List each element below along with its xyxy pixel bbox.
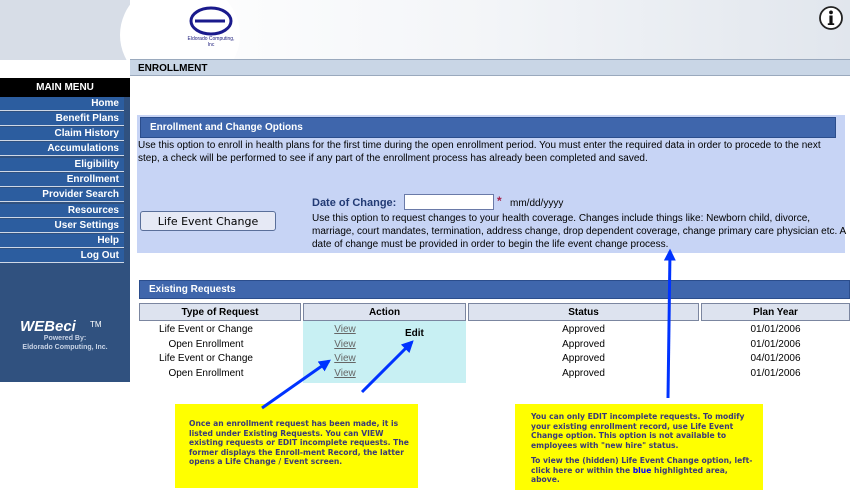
view-link[interactable]: View xyxy=(334,353,356,364)
request-status: Approved xyxy=(562,353,605,364)
logo-text: Eldorado Computing, Inc xyxy=(187,36,235,48)
request-status: Approved xyxy=(562,324,605,335)
date-of-change-label: Date of Change: xyxy=(312,197,397,209)
sidebar-item-benefit-plans[interactable]: Benefit Plans xyxy=(0,112,124,126)
request-type: Open Enrollment xyxy=(168,339,244,350)
edit-link[interactable]: Edit xyxy=(405,328,424,339)
column-header-action: Action xyxy=(303,303,466,321)
page-title: ENROLLMENT xyxy=(130,59,850,76)
sidebar-item-resources[interactable]: Resources xyxy=(0,204,124,218)
callout-life-event-p1: You can only EDIT incomplete requests. To modify your existing enrollment record, use Life Event Change option. This option is not available to employees with "new hire" status. xyxy=(531,412,745,450)
request-plan-year: 01/01/2006 xyxy=(750,339,801,350)
sidebar-item-user-settings[interactable]: User Settings xyxy=(0,219,124,233)
sidebar-item-log-out[interactable]: Log Out xyxy=(0,249,124,263)
sidebar-item-help[interactable]: Help xyxy=(0,234,124,248)
powered-by-line1: Powered By: xyxy=(43,335,87,342)
request-status: Approved xyxy=(562,368,605,379)
request-type: Life Event or Change xyxy=(159,353,253,364)
arrow-to-view-icon xyxy=(262,361,329,408)
request-plan-year: 04/01/2006 xyxy=(750,353,801,364)
arrow-to-panel-icon xyxy=(668,251,670,398)
column-header-type: Type of Request xyxy=(139,303,301,321)
request-plan-year: 01/01/2006 xyxy=(750,324,801,335)
sidebar-item-provider-search[interactable]: Provider Search xyxy=(0,188,124,202)
sidebar-item-enrollment[interactable]: Enrollment xyxy=(0,173,124,187)
sidebar-item-accumulations[interactable]: Accumulations xyxy=(0,142,124,156)
webeci-brand: WEBeci xyxy=(20,318,76,335)
enrollment-panel-header: Enrollment and Change Options xyxy=(140,117,836,138)
required-asterisk-icon: * xyxy=(497,194,502,208)
enrollment-description: Use this option to enroll in health plans for the first time during the open enrollment period. You must enter the required data in order to procede to the next step, a check will be performed to see if any part of the enrollment process has already been completed and saved. xyxy=(138,140,821,164)
existing-requests-header: Existing Requests xyxy=(139,280,850,299)
life-event-description: Use this option to request changes to your health coverage. Changes include things like: Newborn child, divorce, marriage, court mandates, termination, address change, drop dependent coverage, change primary care physician etc. A date of change must be provided in order to begin the life event change process. xyxy=(312,213,846,250)
sidebar-item-claim-history[interactable]: Claim History xyxy=(0,127,124,141)
callout-p2-blue-word: blue xyxy=(632,465,652,475)
view-link[interactable]: View xyxy=(334,339,356,350)
view-link[interactable]: View xyxy=(334,324,356,335)
arrow-to-edit-icon xyxy=(362,342,412,392)
callout-p2-text-a: To view the (hidden) Life Event Change option, left-click here or within the xyxy=(531,456,753,475)
sidebar-item-eligibility[interactable]: Eligibility xyxy=(0,158,124,172)
sidebar-item-home[interactable]: Home xyxy=(0,97,124,111)
powered-by-line2: Eldorado Computing, Inc. xyxy=(22,344,108,351)
callout-existing-requests: Once an enrollment request has been made, it is listed under Existing Requests. You can VIEW existing requests or EDIT incomplete requests. The former displays the Enroll-ment Record, the latter opens a Life Change / Event screen. xyxy=(175,404,418,488)
column-header-status: Status xyxy=(468,303,699,321)
webeci-trademark: TM xyxy=(90,320,102,329)
sidebar-title: MAIN MENU xyxy=(0,78,130,97)
column-header-plan-year: Plan Year xyxy=(701,303,850,321)
view-link[interactable]: View xyxy=(334,368,356,379)
request-status: Approved xyxy=(562,339,605,350)
request-plan-year: 01/01/2006 xyxy=(750,368,801,379)
callout-p2-text-b: highlighted area, above. xyxy=(531,465,728,484)
request-type: Open Enrollment xyxy=(168,368,244,379)
date-format-hint: mm/dd/yyyy xyxy=(510,198,564,209)
life-event-change-button[interactable]: Life Event Change xyxy=(140,211,276,231)
request-type: Life Event or Change xyxy=(159,324,253,335)
